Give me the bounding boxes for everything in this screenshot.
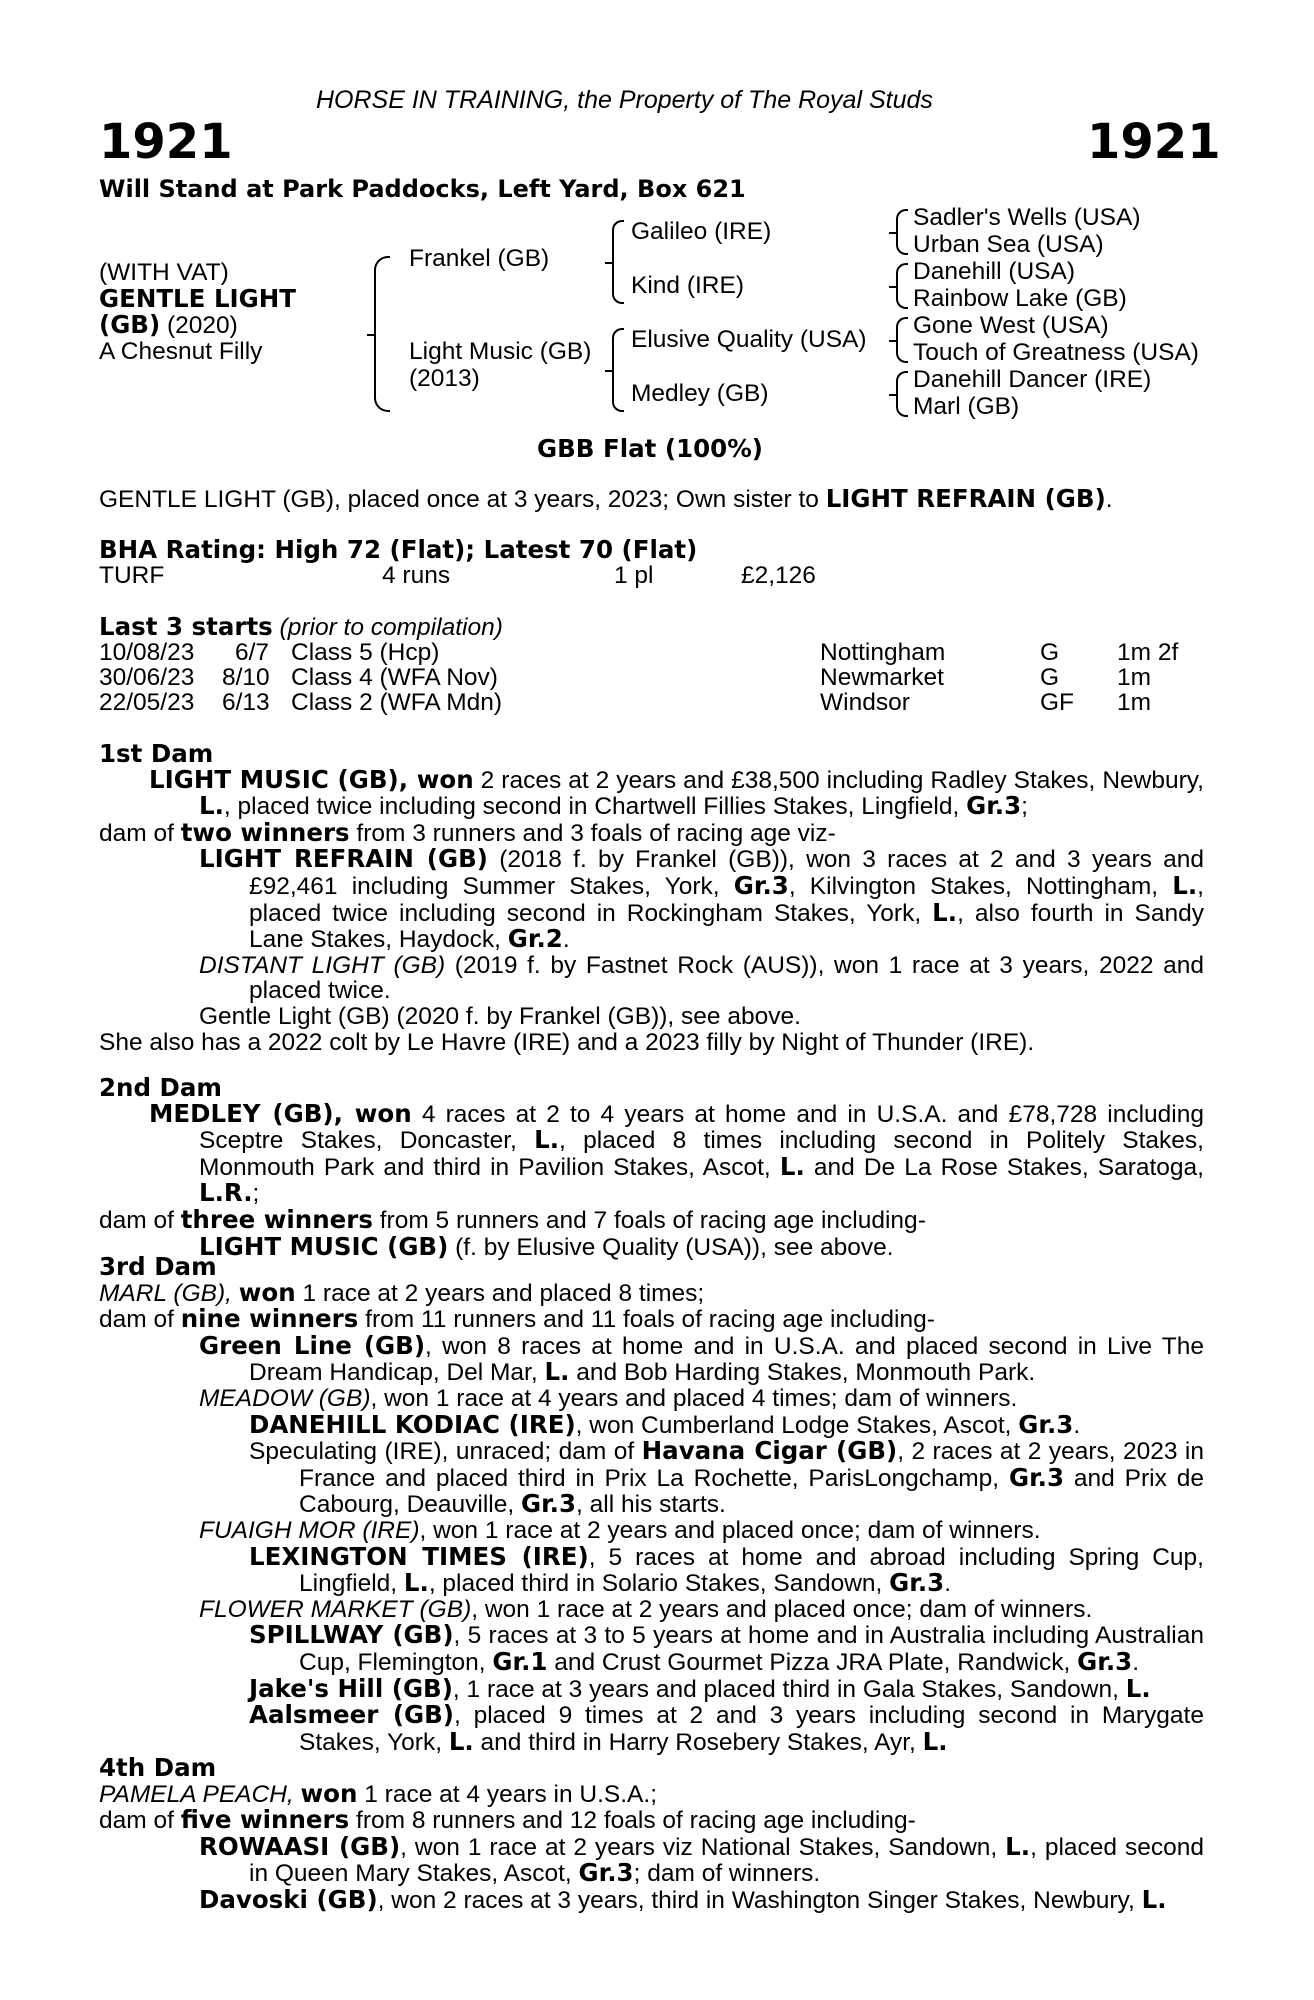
third-dam-text: 1 race at 2 years and placed 8 times; (295, 1279, 705, 1307)
produce-text: (2018 f. by Frankel (GB)), won 3 races at 2 and 3 years and £92,461 including Summer Stakes, York, (249, 846, 1204, 900)
pedigree-brace-dam (612, 328, 624, 412)
pedigree-brace-elusive (896, 317, 908, 363)
pedigree-sire: Frankel (GB) (409, 245, 550, 272)
listed-label: L. (534, 1125, 560, 1155)
start-course: Windsor (820, 689, 910, 716)
produce-text: Speculating (IRE), unraced; dam of (249, 1438, 642, 1466)
pedigree-ggs-danehill: Danehill (USA) (913, 258, 1076, 285)
produce-text: . (562, 926, 570, 954)
start-distance: 1m 2f (1117, 639, 1179, 666)
produce-flower-market (99, 1597, 1204, 1623)
rating-placed: 1 pl (614, 562, 654, 589)
produce-text: and Crust Gourmet Pizza JRA Plate, Randwick, (547, 1648, 1078, 1676)
grade-label: Gr.3 (578, 1858, 634, 1888)
first-dam-section (99, 741, 1204, 1055)
summary-text: GENTLE LIGHT (GB), placed once at 3 years, 2023; Own sister to (99, 486, 826, 513)
fourth-dam-section (99, 1755, 1204, 1914)
listed-label: L. (779, 1151, 805, 1181)
produce-text: , won 1 race at 4 years and placed 4 times; dam of winners. (370, 1384, 1018, 1412)
lot-number-left: 1921 (99, 114, 233, 170)
produce-name: DISTANT LIGHT (GB) (199, 951, 446, 979)
fourth-dam-text: 1 race at 4 years in U.S.A.; (357, 1780, 658, 1808)
listed-label: L. (1125, 1673, 1151, 1703)
produce-text: and third in Harry Rosebery Stakes, Ayr, (473, 1728, 923, 1756)
start-position: 6/13 (222, 689, 270, 716)
produce-name: Green Line (GB) (199, 1330, 426, 1360)
produce-text: (2019 f. by Fastnet Rock (AUS)), won 1 race at 3 years, 2022 and placed twice. (249, 951, 1204, 1005)
produce-text: , 1 race at 3 years and placed third in Gala Stakes, Sandown, (452, 1675, 1126, 1703)
produce-text: from 3 runners and 3 foals of racing age viz- (349, 819, 836, 847)
produce-gentle-light: Gentle Light (GB) (2020 f. by Frankel (GB)), see above. (199, 1002, 801, 1030)
fourth-dam-record (99, 1778, 1204, 1808)
second-dam-text: ; (252, 1180, 260, 1208)
fourth-dam-produce (99, 1807, 1204, 1834)
listed-label: L. (1141, 1884, 1167, 1914)
start-distance: 1m (1117, 689, 1152, 716)
pedigree-brace-sire (612, 220, 624, 304)
listed-label: L. (922, 1726, 948, 1756)
produce-winners: two winners (180, 817, 350, 847)
first-dam-also: She also has a 2022 colt by Le Havre (IRE) and a 2023 filly by Night of Thunder (IRE). (99, 1028, 1035, 1056)
first-dam-text: 2 races at 2 years and £38,500 including Radley Stakes, Newbury, (473, 766, 1204, 794)
produce-fuaigh-mor (99, 1518, 1204, 1544)
grade-label: Gr.3 (520, 1489, 577, 1519)
pedigree-ggs-urban-sea: Urban Sea (USA) (913, 231, 1104, 258)
fourth-dam-heading: 4th Dam (99, 1753, 217, 1782)
rating-runs: 4 runs (382, 562, 451, 589)
grade-label: Gr.1 (492, 1646, 548, 1676)
pedigree-dam: Light Music (GB) (409, 338, 592, 365)
second-dam-name: MEDLEY (GB), won (149, 1098, 412, 1128)
horse-year: (2020) (160, 312, 238, 339)
pedigree-ggs-gone-west: Gone West (USA) (913, 312, 1109, 339)
produce-name: FUAIGH MOR (IRE) (199, 1516, 420, 1544)
horse-origin-year (99, 312, 238, 339)
produce-text: from 5 runners and 7 foals of racing age including- (372, 1206, 926, 1234)
pedigree-dam-year: (2013) (409, 365, 480, 392)
produce-light-refrain (99, 846, 1204, 952)
produce-text: dam of (99, 1807, 181, 1835)
listed-label: L. (448, 1726, 474, 1756)
listed-label: L. (199, 791, 224, 821)
third-dam-record (99, 1277, 1204, 1307)
fourth-dam-name: PAMELA PEACH, (99, 1780, 301, 1808)
produce-text: , placed 9 times at 2 and 3 years including second in Marygate Stakes, York, (299, 1702, 1204, 1756)
pedigree-ggs-touch-of-greatness: Touch of Greatness (USA) (913, 339, 1199, 366)
third-dam-produce (99, 1306, 1204, 1333)
pedigree-ggs-marl: Marl (GB) (913, 393, 1020, 420)
listed-label: L. (544, 1357, 570, 1387)
start-course: Newmarket (820, 664, 944, 691)
produce-text: and Bob Harding Stakes, Monmouth Park. (569, 1359, 1036, 1387)
produce-text: ; dam of winners. (633, 1860, 821, 1888)
pedigree-ggs-sadlers-wells: Sadler's Wells (USA) (913, 204, 1141, 231)
produce-rowaasi (99, 1831, 1204, 1888)
produce-name: MEADOW (GB) (199, 1384, 371, 1412)
produce-davoski (99, 1884, 1204, 1914)
third-dam-heading: 3rd Dam (99, 1252, 217, 1281)
horse-origin: (GB) (99, 310, 161, 339)
pedigree-brace-galileo (896, 209, 908, 255)
produce-text: dam of (99, 819, 181, 847)
listed-label: L. (1005, 1831, 1031, 1861)
second-dam-heading: 2nd Dam (99, 1073, 222, 1102)
produce-meadow (99, 1386, 1204, 1412)
produce-text: , won 2 races at 3 years, third in Washington Singer Stakes, Newbury, (377, 1886, 1142, 1914)
produce-text: , placed twice including second in Rockingham Stakes, York, (249, 872, 1204, 927)
second-dam-text: , placed 8 times including second in Politely Stakes, Monmouth Park and third in Pavilion Stakes, Ascot, (199, 1127, 1204, 1181)
start-class: Class 4 (WFA Nov) (291, 664, 498, 691)
stand-location: Will Stand at Park Paddocks, Left Yard, Box 621 (99, 175, 746, 203)
produce-text: , 5 races at 3 to 5 years at home and in Australia including Australian Cup, Flemington, (299, 1622, 1205, 1676)
second-dam-text: and De La Rose Stakes, Saratoga, (804, 1153, 1204, 1181)
produce-text: , all his starts. (576, 1491, 726, 1519)
second-dam-record (99, 1098, 1204, 1208)
grade-label: Gr.3 (733, 870, 789, 900)
pedigree-ggs-rainbow-lake: Rainbow Lake (GB) (913, 285, 1127, 312)
start-position: 6/7 (235, 639, 270, 666)
third-dam-name: MARL (GB), (99, 1279, 239, 1307)
produce-name: DANEHILL KODIAC (IRE) (249, 1409, 576, 1439)
bha-rating: BHA Rating: High 72 (Flat); Latest 70 (Flat) (99, 535, 698, 564)
third-dam-section (99, 1254, 1204, 1755)
last-starts-note: (prior to compilation) (272, 614, 503, 641)
listed-label: L. (1172, 870, 1198, 900)
grade-label: Gr.2 (507, 924, 563, 954)
grade-label: Gr.3 (966, 791, 1022, 821)
horse-summary (99, 486, 1113, 513)
listed-label: L. (932, 897, 958, 927)
summary-sister-name: LIGHT REFRAIN (GB) (825, 484, 1106, 513)
produce-name: Jake's Hill (GB) (249, 1673, 453, 1703)
produce-jakes-hill (99, 1673, 1204, 1703)
grade-label: Gr.3 (1018, 1409, 1074, 1439)
produce-green-line (99, 1330, 1204, 1387)
start-date: 10/08/23 (99, 639, 195, 666)
grade-label: Gr.3 (889, 1568, 945, 1598)
produce-text: , won 1 race at 2 years and placed once; dam of winners. (419, 1516, 1041, 1544)
listed-label: L.R. (199, 1178, 253, 1208)
second-dam-section (99, 1075, 1204, 1260)
pedigree-brace-kind (896, 263, 908, 309)
won-label: won (300, 1778, 358, 1808)
produce-text: . (1132, 1648, 1139, 1676)
start-class: Class 5 (Hcp) (291, 639, 440, 666)
produce-name: SPILLWAY (GB) (249, 1620, 454, 1650)
pedigree-gs-medley: Medley (GB) (631, 380, 769, 407)
produce-distant-light (99, 953, 1204, 1004)
produce-winners: five winners (180, 1805, 350, 1835)
produce-name: ROWAASI (GB) (199, 1831, 401, 1861)
produce-text: and Prix de Cabourg, Deauville, (299, 1464, 1204, 1519)
pedigree-gs-elusive-quality: Elusive Quality (USA) (631, 326, 867, 353)
produce-aalsmeer (99, 1702, 1204, 1755)
horse-description: A Chesnut Filly (99, 338, 263, 365)
last-starts-title: Last 3 starts (99, 612, 273, 641)
first-dam-text: , placed twice including second in Chartwell Fillies Stakes, Lingfield, (223, 793, 967, 821)
produce-text: , won 1 race at 2 years and placed once; dam of winners. (471, 1595, 1093, 1623)
produce-text: , won 1 race at 2 years viz National Stakes, Sandown, (400, 1833, 1006, 1861)
gbb-flat-label: GBB Flat (100%) (537, 434, 763, 463)
listed-label: L. (403, 1568, 429, 1598)
first-dam-produce (99, 817, 1204, 847)
pedigree-gs-galileo: Galileo (IRE) (631, 218, 772, 245)
pedigree-gs-kind: Kind (IRE) (631, 272, 745, 299)
start-class: Class 2 (WFA Mdn) (291, 689, 503, 716)
produce-text: , won 8 races at home and in U.S.A. and placed second in Live The Dream Handicap, Del Mar, (249, 1332, 1204, 1387)
produce-winners: three winners (180, 1204, 373, 1234)
produce-text: , also fourth in Sandy Lane Stakes, Haydock, (249, 899, 1205, 954)
start-date: 30/06/23 (99, 664, 195, 691)
start-course: Nottingham (820, 639, 946, 666)
start-position: 8/10 (222, 664, 270, 691)
produce-name: Davoski (GB) (199, 1884, 378, 1914)
second-dam-text: 4 races at 2 to 4 years at home and in U.S.A. and £78,728 including Sceptre Stakes, Doncaster, (199, 1100, 1204, 1155)
page-header-title: HORSE IN TRAINING, the Property of The Royal Studs (316, 86, 933, 114)
produce-name: Havana Cigar (GB) (641, 1436, 898, 1466)
start-distance: 1m (1117, 664, 1152, 691)
produce-speculating (99, 1438, 1204, 1518)
horse-name: GENTLE LIGHT (99, 284, 296, 313)
rating-surface: TURF (99, 562, 165, 589)
first-dam-record (99, 764, 1204, 821)
produce-lexington-times (99, 1541, 1204, 1598)
start-going: G (1040, 639, 1060, 666)
produce-text: , 5 races at home and abroad including Spring Cup, Lingfield, (299, 1543, 1204, 1598)
start-date: 22/05/23 (99, 689, 195, 716)
produce-spillway (99, 1622, 1204, 1675)
produce-text: dam of (99, 1306, 181, 1334)
produce-name: LIGHT MUSIC (GB) (199, 1231, 449, 1261)
produce-text: , Kilvington Stakes, Nottingham, (788, 872, 1173, 900)
start-going: G (1040, 664, 1060, 691)
produce-text: , placed third in Solario Stakes, Sandown, (428, 1570, 890, 1598)
pedigree-ggs-danehill-dancer: Danehill Dancer (IRE) (913, 366, 1152, 393)
grade-label: Gr.3 (1077, 1646, 1133, 1676)
produce-danehill-kodiac (99, 1409, 1204, 1439)
produce-name: Aalsmeer (GB) (249, 1700, 455, 1730)
last-starts-heading (99, 614, 503, 641)
second-dam-produce (99, 1204, 1204, 1234)
grade-label: Gr.3 (1008, 1462, 1065, 1492)
rating-prize: £2,126 (741, 562, 816, 589)
first-dam-heading: 1st Dam (99, 739, 214, 768)
produce-name: LEXINGTON TIMES (IRE) (249, 1541, 589, 1571)
produce-text: (f. by Elusive Quality (USA)), see above. (448, 1233, 894, 1261)
produce-winners: nine winners (180, 1304, 359, 1334)
pedigree-brace-main (374, 256, 390, 412)
produce-text: dam of (99, 1206, 181, 1234)
lot-number-right: 1921 (1087, 114, 1221, 170)
start-going: GF (1040, 689, 1075, 716)
first-dam-name: LIGHT MUSIC (GB), won (149, 764, 474, 794)
produce-text: , placed second in Queen Mary Stakes, Ascot, (249, 1833, 1204, 1888)
produce-text: from 11 runners and 11 foals of racing age including- (358, 1306, 935, 1334)
summary-end: . (1105, 486, 1113, 513)
produce-text: from 8 runners and 12 foals of racing age including- (349, 1807, 916, 1835)
produce-text: , 2 races at 2 years, 2023 in France and placed third in Prix La Rochette, ParisLongchamp, (299, 1438, 1204, 1492)
first-dam-text: ; (1021, 793, 1028, 821)
produce-name: FLOWER MARKET (GB) (199, 1595, 472, 1623)
pedigree-brace-medley (896, 371, 908, 417)
vat-note: (WITH VAT) (99, 259, 229, 286)
produce-text: . (1073, 1411, 1081, 1439)
produce-text: . (944, 1570, 952, 1598)
produce-text: , won Cumberland Lodge Stakes, Ascot, (575, 1411, 1019, 1439)
produce-name: LIGHT REFRAIN (GB) (199, 844, 488, 874)
won-label: won (238, 1277, 296, 1307)
